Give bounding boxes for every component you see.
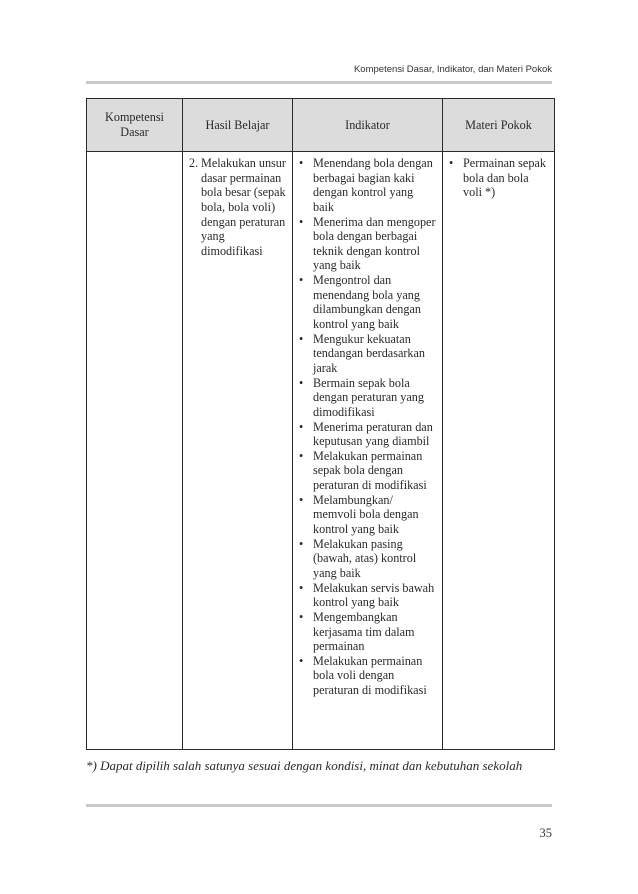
indikator-item [299, 273, 436, 332]
hasil-belajar-number: 2. [189, 156, 199, 170]
bullet-icon: • [299, 536, 304, 551]
bullet-icon: • [299, 273, 304, 288]
indikator-item-text: Bermain sepak bola dengan peraturan yang dimodifikasi [313, 375, 424, 419]
indikator-item-text: Menerima peraturan dan keputusan yang diambil [313, 419, 433, 449]
bullet-icon: • [299, 375, 304, 390]
indikator-item-text: Melakukan servis bawah kontrol yang baik [313, 580, 435, 610]
materi-pokok-item-text: Permainan sepak bola dan bola voli *) [463, 156, 546, 200]
bullet-icon: • [299, 609, 304, 624]
materi-pokok-list [449, 156, 548, 200]
footer-rule [86, 804, 552, 807]
page-number: 35 [539, 826, 552, 840]
indikator-item [299, 156, 436, 215]
indikator-item [299, 215, 436, 274]
indikator-item-text: Mengukur kekuatan tendangan berdasarkan jarak [313, 331, 426, 375]
hasil-belajar-text: Melakukan unsur dasar permainan bola besar (sepak bola, bola voli) dengan peraturan yang dimodifikasi [201, 156, 286, 258]
bullet-icon: • [299, 653, 304, 668]
indikator-item-text: Melakukan pasing (bawah, atas) kontrol yang baik [313, 536, 417, 580]
indikator-item [299, 654, 436, 698]
cell-indikator [293, 152, 443, 750]
indikator-item-text: Menendang bola dengan berbagai bagian kaki dengan kontrol yang baik [313, 156, 433, 214]
indikator-item-text: Mengontrol dan menendang bola yang dilambungkan dengan kontrol yang baik [313, 273, 421, 332]
indikator-item [299, 420, 436, 449]
column-header-hasil-belajar: Hasil Belajar [183, 99, 293, 152]
materi-pokok-item [449, 156, 548, 200]
indikator-item-text: Melambungkan/ memvoli bola dengan kontrol yang baik [313, 492, 419, 537]
bullet-icon: • [299, 156, 304, 170]
indikator-item [299, 376, 436, 420]
curriculum-table [86, 98, 555, 750]
footnote-marker: *) [86, 758, 97, 773]
running-header: Kompetensi Dasar, Indikator, dan Materi Pokok [353, 64, 552, 75]
cell-materi-pokok [443, 152, 555, 750]
bullet-icon: • [299, 331, 304, 346]
table-row [87, 152, 555, 750]
indikator-item [299, 493, 436, 537]
cell-hasil-belajar [183, 152, 293, 750]
indikator-item [299, 581, 436, 610]
column-header-indikator: Indikator [293, 99, 443, 152]
bullet-icon: • [449, 156, 454, 170]
indikator-list [299, 156, 436, 698]
bullet-icon: • [299, 492, 304, 507]
header-rule [86, 81, 552, 84]
bullet-icon: • [299, 580, 304, 595]
bullet-icon: • [299, 214, 304, 229]
indikator-item [299, 332, 436, 376]
table-header-row [87, 99, 555, 152]
indikator-item-text: Menerima dan mengoper bola dengan berbagai teknik dengan kontrol yang baik [313, 214, 436, 273]
indikator-item-text: Melakukan permainan bola voli dengan peraturan di modifikasi [313, 653, 427, 698]
footnote [86, 756, 554, 775]
footnote-text: Dapat dipilih salah satunya sesuai dengan kondisi, minat dan kebutuhan sekolah [100, 758, 523, 773]
cell-kompetensi-dasar [87, 152, 183, 750]
column-header-materi-pokok: Materi Pokok [443, 99, 555, 152]
indikator-item [299, 449, 436, 493]
bullet-icon: • [299, 448, 304, 463]
column-header-kompetensi-dasar: Kompetensi Dasar [87, 99, 183, 152]
indikator-item-text: Mengembangkan kerjasama tim dalam permainan [313, 609, 415, 654]
indikator-item [299, 610, 436, 654]
indikator-item-text: Melakukan permainan sepak bola dengan peraturan di modifikasi [313, 448, 427, 493]
indikator-item [299, 537, 436, 581]
bullet-icon: • [299, 419, 304, 434]
